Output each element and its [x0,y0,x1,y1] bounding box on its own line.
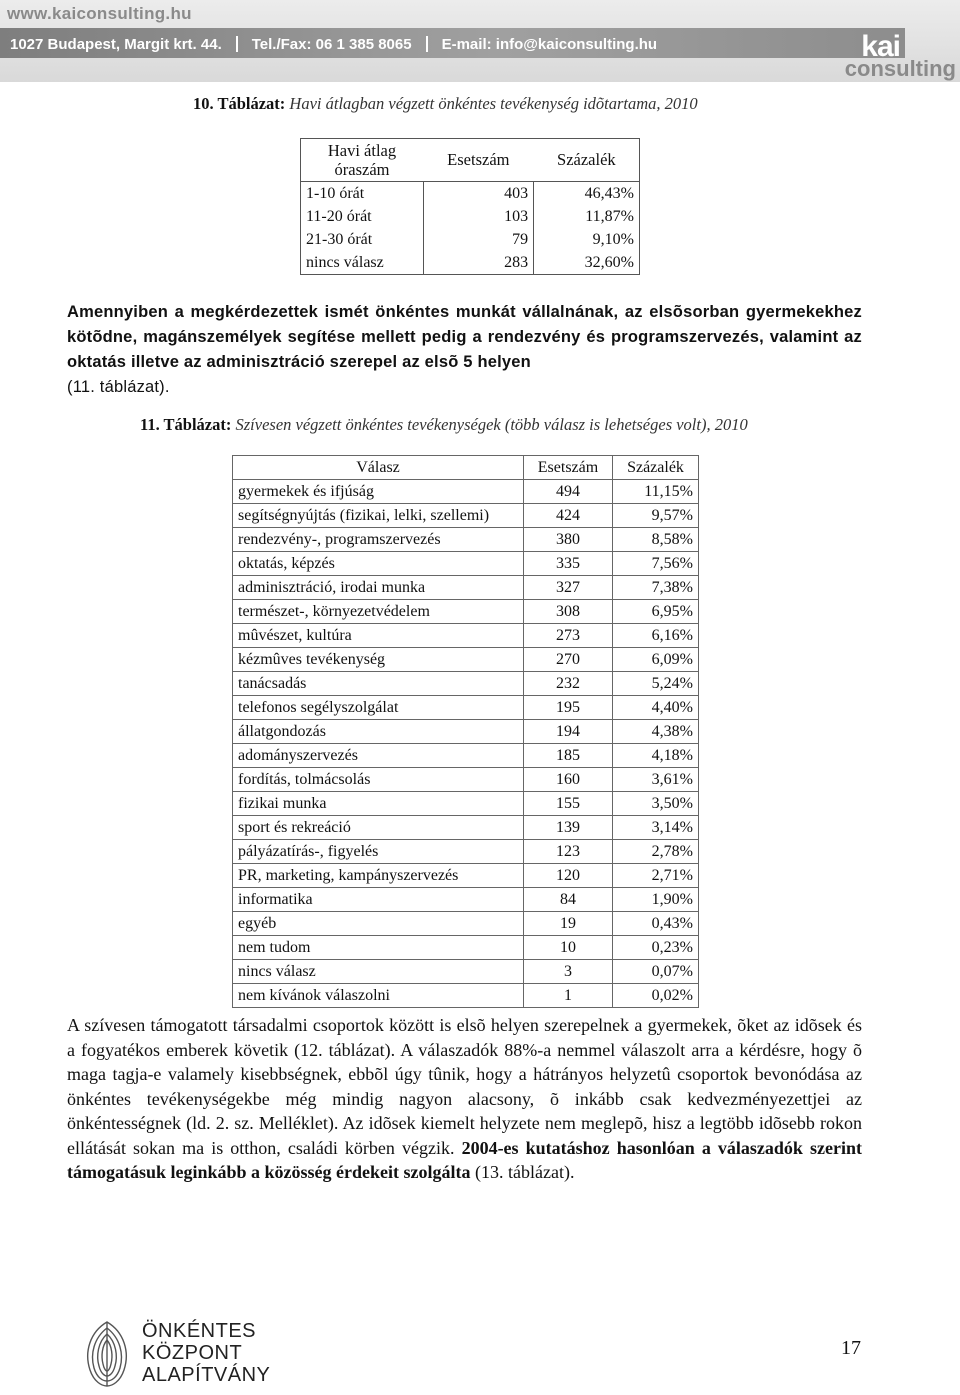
logo-line-3: ALAPÍTVÁNY [142,1364,271,1386]
cell-percent: 11,15% [613,480,699,504]
cell-label: rendezvény-, programszervezés [233,528,524,552]
table-row [233,792,699,816]
table-row [233,840,699,864]
table10-label: 10. Táblázat: [193,94,286,113]
cell-count: 1 [524,984,613,1008]
cell-count: 335 [524,552,613,576]
cell-percent: 3,50% [613,792,699,816]
col-header-hours [301,139,424,182]
col-header-answer: Válasz [233,456,524,480]
cell-percent: 9,57% [613,504,699,528]
cell-percent: 6,16% [613,624,699,648]
cell-count: 494 [524,480,613,504]
table10-caption [193,94,698,114]
cell-count: 308 [524,600,613,624]
paragraph-1-text: Amennyiben a megkérdezettek ismét önkéntes munkát vállalnának, az elsõsorban gyermekekhez kötõdne, magánszemélyek segítése mellett pedig a rendezvény és programszervezés, valamint az oktatás illetve az adminisztráció szerepel az elsõ 5 helyen [67,303,862,371]
table11-label: 11. Táblázat: [140,415,232,434]
cell-percent: 6,95% [613,600,699,624]
cell-label: 1-10 órát [301,182,424,206]
cell-count: 139 [524,816,613,840]
logo-text [142,1320,270,1386]
cell-label: PR, marketing, kampányszervezés [233,864,524,888]
cell-label: egyéb [233,912,524,936]
cell-label: segítségnyújtás (fizikai, lelki, szellemi) [233,504,524,528]
cell-percent: 6,09% [613,648,699,672]
cell-percent: 4,38% [613,720,699,744]
logo-line-2: KÖZPONT [142,1342,243,1364]
website-url[interactable]: www.kaiconsulting.hu [7,4,192,23]
table10-title: Havi átlagban végzett önkéntes tevékenység idõtartama, 2010 [289,94,698,113]
table-row [233,936,699,960]
table-row [233,768,699,792]
address-text: 1027 Budapest, Margit krt. 44. [10,35,222,53]
table-row [301,251,640,275]
cell-count: 232 [524,672,613,696]
cell-count: 103 [423,205,534,228]
cell-count: 283 [423,251,534,275]
paragraph-2-bold: 2004-es kutatáshoz hasonlóan a válaszadók szerint támogatásuk leginkább a közösség érdekeit szolgálta [67,1137,863,1182]
cell-label: természet-, környezetvédelem [233,600,524,624]
cell-percent: 3,14% [613,816,699,840]
cell-percent: 32,60% [534,251,640,275]
cell-percent: 5,24% [613,672,699,696]
cell-percent: 11,87% [534,205,640,228]
cell-label: nem kívánok válaszolni [233,984,524,1008]
cell-count: 19 [524,912,613,936]
cell-label: sport és rekreáció [233,816,524,840]
onkentes-kozpont-logo [80,1318,270,1388]
cell-label: gyermekek és ifjúság [233,480,524,504]
cell-count: 380 [524,528,613,552]
header-text: Havi átlag óraszám [327,141,397,179]
cell-percent: 3,61% [613,768,699,792]
cell-label: fordítás, tolmácsolás [233,768,524,792]
contact-info [10,34,657,54]
cell-label: pályázatírás-, figyelés [233,840,524,864]
cell-percent: 4,18% [613,744,699,768]
table-row [233,888,699,912]
table-row [233,648,699,672]
cell-label: informatika [233,888,524,912]
cell-label: mûvészet, kultúra [233,624,524,648]
cell-percent: 46,43% [534,182,640,206]
cell-count: 84 [524,888,613,912]
cell-percent: 2,71% [613,864,699,888]
cell-label: oktatás, képzés [233,552,524,576]
cell-label: 11-20 órát [301,205,424,228]
cell-percent: 8,58% [613,528,699,552]
table-row [301,205,640,228]
table-row [233,528,699,552]
table-row [233,552,699,576]
cell-percent: 0,23% [613,936,699,960]
cell-label: nincs válasz [233,960,524,984]
table-row [233,504,699,528]
cell-percent: 2,78% [613,840,699,864]
table-row [301,182,640,206]
foundation-emblem-icon [80,1318,134,1388]
separator [236,36,238,52]
cell-label: nincs válasz [301,251,424,275]
paragraph-2-reference: (13. táblázat). [475,1162,575,1182]
logo-kai: kai [861,30,900,63]
table-row [233,720,699,744]
cell-count: 120 [524,864,613,888]
table11-title: Szívesen végzett önkéntes tevékenységek (több válasz is lehetséges volt), 2010 [235,415,748,434]
paragraph-1 [67,300,862,400]
cell-label: állatgondozás [233,720,524,744]
page-number: 17 [841,1337,861,1359]
cell-count: 3 [524,960,613,984]
cell-count: 79 [423,228,534,251]
kai-consulting-logo [844,26,958,81]
cell-label: 21-30 órát [301,228,424,251]
cell-percent: 0,02% [613,984,699,1008]
separator [426,36,428,52]
table-row [233,672,699,696]
header-banner [0,0,960,82]
cell-label: fizikai munka [233,792,524,816]
cell-percent: 9,10% [534,228,640,251]
col-header-count: Esetszám [524,456,613,480]
table-row [233,576,699,600]
cell-count: 185 [524,744,613,768]
cell-count: 270 [524,648,613,672]
table-row [233,624,699,648]
table-row [233,960,699,984]
cell-count: 194 [524,720,613,744]
table-row [233,984,699,1008]
table11 [232,455,699,1008]
cell-count: 403 [423,182,534,206]
paragraph-2 [67,1013,862,1185]
table11-caption [140,415,748,435]
cell-label: tanácsadás [233,672,524,696]
cell-count: 155 [524,792,613,816]
cell-count: 10 [524,936,613,960]
cell-percent: 1,90% [613,888,699,912]
cell-count: 123 [524,840,613,864]
paragraph-1-reference: (11. táblázat). [67,378,170,396]
col-header-count: Esetszám [423,139,534,182]
table-header-row [233,456,699,480]
cell-count: 160 [524,768,613,792]
cell-percent: 0,43% [613,912,699,936]
table-row [233,696,699,720]
table-row [233,600,699,624]
cell-label: telefonos segélyszolgálat [233,696,524,720]
cell-label: adományszervezés [233,744,524,768]
cell-label: kézmûves tevékenység [233,648,524,672]
cell-count: 327 [524,576,613,600]
cell-percent: 4,40% [613,696,699,720]
col-header-percent: Százalék [613,456,699,480]
table10 [300,138,640,275]
cell-label: adminisztráció, irodai munka [233,576,524,600]
table-row [301,228,640,251]
table-row [233,864,699,888]
phone-text: Tel./Fax: 06 1 385 8065 [251,35,412,53]
table-row [233,912,699,936]
cell-label: nem tudom [233,936,524,960]
cell-count: 195 [524,696,613,720]
cell-count: 273 [524,624,613,648]
cell-percent: 7,38% [613,576,699,600]
email-text[interactable]: E-mail: info@kaiconsulting.hu [441,35,658,53]
col-header-percent: Százalék [534,139,640,182]
table-row [233,744,699,768]
table-header-row [301,139,640,182]
logo-consulting: consulting [844,56,956,81]
table-row [233,480,699,504]
table-row [233,816,699,840]
logo-line-1: ÖNKÉNTES [142,1320,257,1342]
cell-percent: 0,07% [613,960,699,984]
paragraph-2-text: A szívesen támogatott társadalmi csoportok között is elsõ helyen szerepelnek a gyermekek, õket az idõsek és a fogyatékos emberek követik (12. táblázat). A válaszadók 88%-a nemmel válaszolt arra a kérdésre, hogy õ maga tagja-e valamely kisebbségnek, ebbõl úgy tûnik, hogy a hátrányos helyzetû csoportok bevonódása az önkéntes tevékenységekbe még mindig nagyon alacsony, õ inkább csak kedvezményezettjei az önkéntességnek (ld. 2. sz. Melléklet). Az idõsek kiemelt helyzete nem meglepõ, hisz a legtöbb idõsebb rokon ellátását sokan ma is otthon, családi körben végzik. [67,1015,862,1158]
cell-count: 424 [524,504,613,528]
cell-percent: 7,56% [613,552,699,576]
